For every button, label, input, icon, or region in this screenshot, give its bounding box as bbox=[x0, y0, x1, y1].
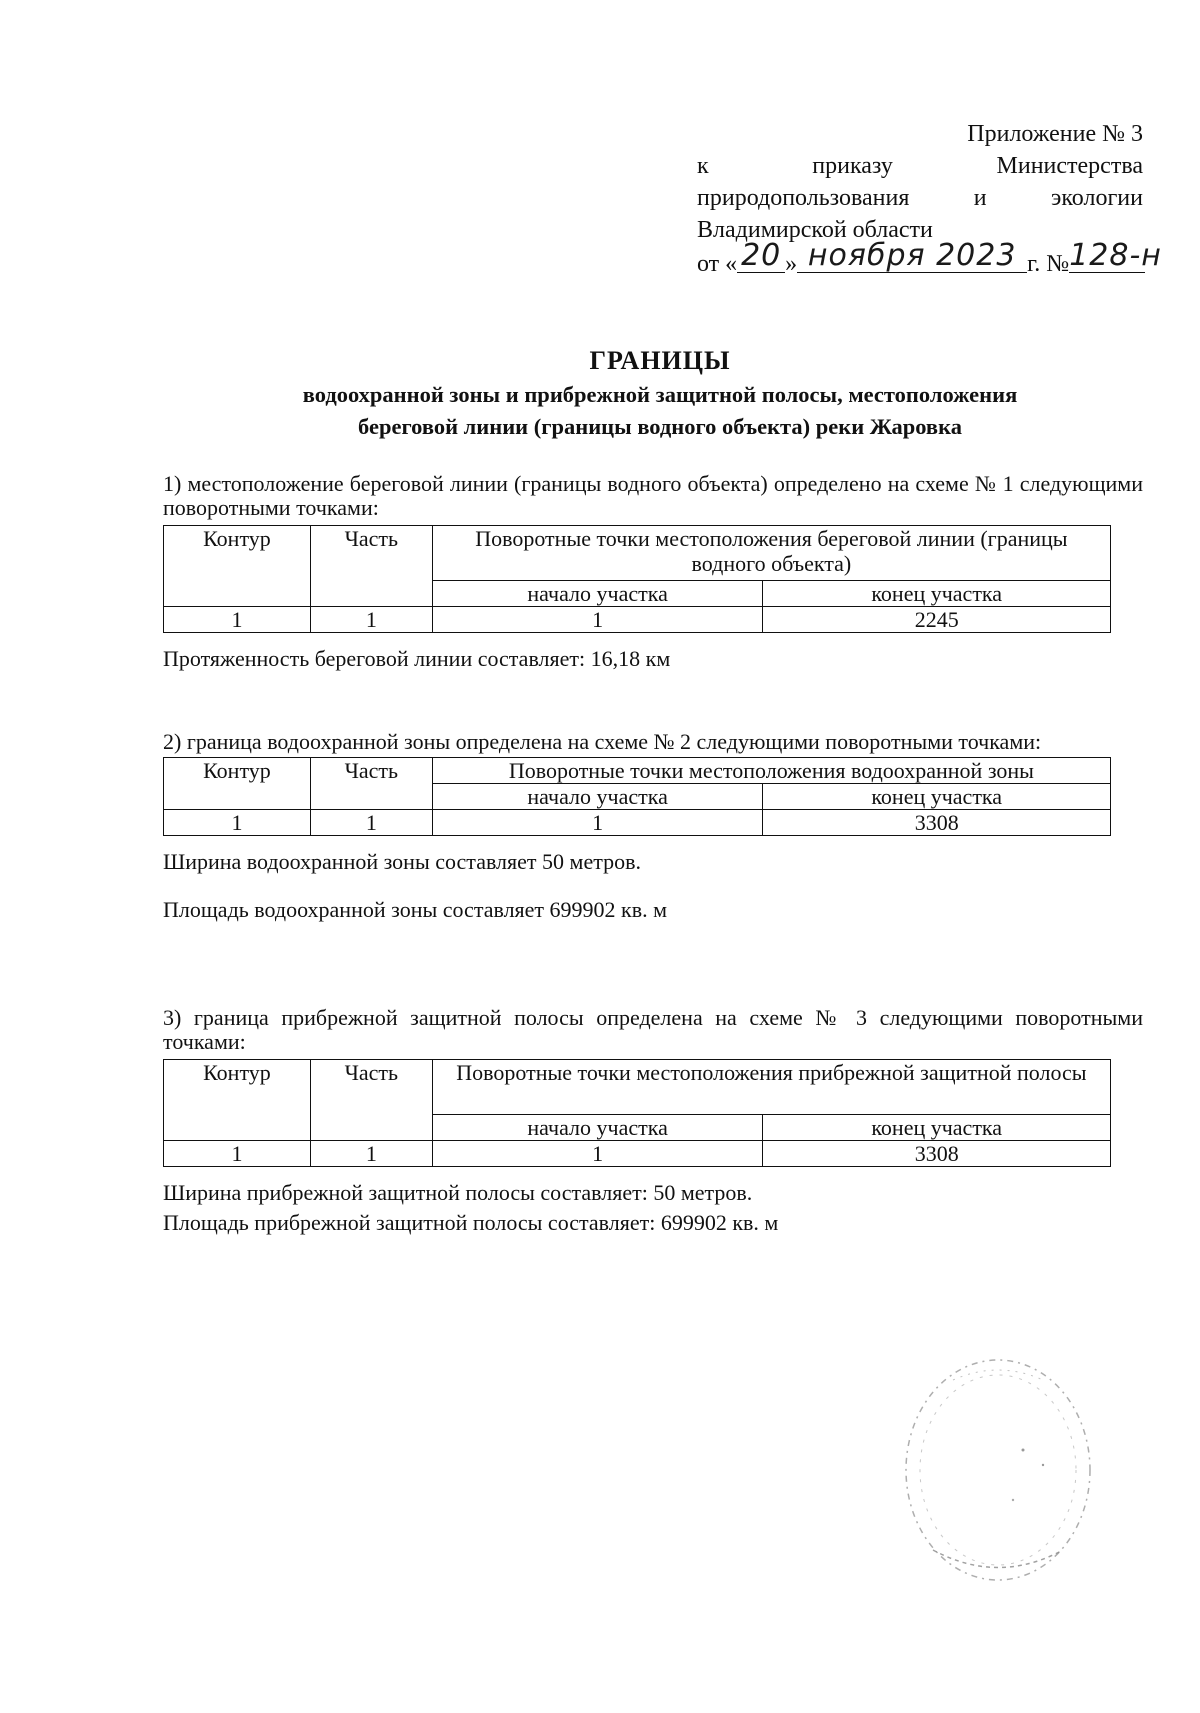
appendix-line-ministry bbox=[697, 182, 1143, 214]
section1-text: 1) местоположение береговой линии (границы водного объекта) определено на схеме № 1 следующими поворотными точками: bbox=[163, 471, 1143, 520]
section2-width-note: Ширина водоохранной зоны составляет 50 метров. bbox=[163, 849, 641, 874]
appendix-region: Владимирской области bbox=[697, 217, 933, 243]
table-row bbox=[164, 810, 1111, 836]
appendix-word: экологии bbox=[1051, 185, 1143, 211]
section2-area-note: Площадь водоохранной зоны составляет 699902 кв. м bbox=[163, 897, 668, 922]
appendix-word: природопользования bbox=[697, 185, 910, 211]
title-subtitle-line1: водоохранной зоны и прибрежной защитной полосы, местоположения bbox=[302, 382, 1018, 407]
date-prefix: от « bbox=[697, 251, 738, 277]
cell-start: 1 bbox=[432, 810, 763, 836]
cell-end: 2245 bbox=[763, 607, 1111, 633]
order-number-handwritten: 128-н bbox=[1069, 238, 1162, 273]
appendix-word: и bbox=[973, 185, 987, 211]
header-start: начало участка bbox=[432, 784, 763, 810]
section1-table bbox=[163, 525, 1111, 633]
cell-contour: 1 bbox=[164, 607, 311, 633]
header-start: начало участка bbox=[432, 581, 763, 607]
date-suffix: г. № bbox=[1027, 251, 1070, 277]
date-day-handwritten: 20 bbox=[737, 240, 785, 273]
cell-start: 1 bbox=[432, 1141, 763, 1167]
header-part: Часть bbox=[310, 1060, 432, 1141]
title-main: ГРАНИЦЫ bbox=[589, 346, 731, 375]
header-end: конец участка bbox=[763, 784, 1111, 810]
section2-text: 2) граница водоохранной зоны определена на схеме № 2 следующими поворотными точками: bbox=[163, 729, 1042, 754]
header-start: начало участка bbox=[432, 1115, 763, 1141]
appendix-title: Приложение № 3 bbox=[967, 121, 1143, 147]
cell-start: 1 bbox=[432, 607, 763, 633]
header-contour: Контур bbox=[164, 758, 311, 810]
cell-part: 1 bbox=[310, 810, 432, 836]
section3-table bbox=[163, 1059, 1111, 1167]
section3-area-note: Площадь прибрежной защитной полосы составляет: 699902 кв. м bbox=[163, 1210, 779, 1235]
appendix-date-row bbox=[697, 238, 1162, 280]
cell-end: 3308 bbox=[763, 810, 1111, 836]
header-points: Поворотные точки местоположения береговой линии (границы водного объекта) bbox=[432, 526, 1110, 581]
round-seal-icon bbox=[893, 1350, 1103, 1590]
appendix-word: Министерства bbox=[996, 153, 1143, 179]
table-row bbox=[164, 607, 1111, 633]
date-month-year-handwritten: ноября 2023 bbox=[797, 240, 1027, 273]
header-part: Часть bbox=[310, 526, 432, 607]
appendix-header bbox=[697, 118, 1162, 280]
date-mid: » bbox=[785, 251, 798, 277]
header-end: конец участка bbox=[763, 581, 1111, 607]
header-part: Часть bbox=[310, 758, 432, 810]
appendix-word: к bbox=[697, 153, 709, 179]
cell-contour: 1 bbox=[164, 1141, 311, 1167]
section3-text: 3) граница прибрежной защитной полосы определена на схеме № 3 следующими поворотными точками: bbox=[163, 1005, 1143, 1054]
appendix-word: приказу bbox=[812, 153, 893, 179]
header-contour: Контур bbox=[164, 1060, 311, 1141]
section2-table bbox=[163, 757, 1111, 836]
document-title bbox=[160, 343, 1160, 443]
header-contour: Контур bbox=[164, 526, 311, 607]
header-points: Поворотные точки местоположения прибрежной защитной полосы bbox=[432, 1060, 1110, 1115]
header-end: конец участка bbox=[763, 1115, 1111, 1141]
section1-length-note: Протяженность береговой линии составляет: 16,18 км bbox=[163, 646, 671, 671]
section3-width-note: Ширина прибрежной защитной полосы составляет: 50 метров. bbox=[163, 1180, 753, 1205]
table-row bbox=[164, 1141, 1111, 1167]
cell-contour: 1 bbox=[164, 810, 311, 836]
cell-end: 3308 bbox=[763, 1141, 1111, 1167]
title-subtitle-line2: береговой линии (границы водного объекта) реки Жаровка bbox=[358, 414, 962, 439]
cell-part: 1 bbox=[310, 607, 432, 633]
header-points: Поворотные точки местоположения водоохранной зоны bbox=[432, 758, 1110, 784]
cell-part: 1 bbox=[310, 1141, 432, 1167]
appendix-line-order bbox=[697, 150, 1143, 182]
